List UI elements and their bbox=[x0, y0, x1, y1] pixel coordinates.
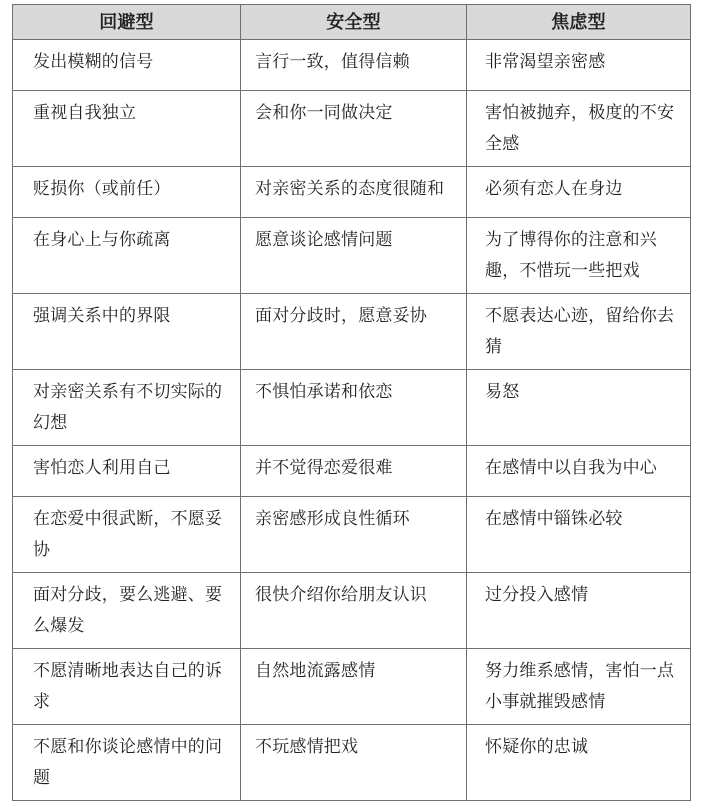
secure-cell: 会和你一同做决定 bbox=[241, 91, 467, 167]
anxious-cell: 不愿表达心迹，留给你去猜 bbox=[467, 294, 691, 370]
table-row bbox=[13, 370, 691, 446]
secure-cell: 并不觉得恋爱很难 bbox=[241, 446, 467, 497]
table-row bbox=[13, 649, 691, 725]
anxious-cell: 过分投入感情 bbox=[467, 573, 691, 649]
table-row bbox=[13, 40, 691, 91]
secure-cell: 自然地流露感情 bbox=[241, 649, 467, 725]
secure-cell: 很快介绍你给朋友认识 bbox=[241, 573, 467, 649]
secure-cell: 对亲密关系的态度很随和 bbox=[241, 167, 467, 218]
attachment-styles-table bbox=[12, 4, 691, 801]
table-row bbox=[13, 573, 691, 649]
secure-cell: 愿意谈论感情问题 bbox=[241, 218, 467, 294]
anxious-cell: 在感情中以自我为中心 bbox=[467, 446, 691, 497]
anxious-cell: 非常渴望亲密感 bbox=[467, 40, 691, 91]
avoidant-cell: 面对分歧，要么逃避、要么爆发 bbox=[13, 573, 241, 649]
anxious-cell: 害怕被抛弃，极度的不安全感 bbox=[467, 91, 691, 167]
secure-cell: 不玩感情把戏 bbox=[241, 725, 467, 801]
anxious-cell: 怀疑你的忠诚 bbox=[467, 725, 691, 801]
table-header-row bbox=[13, 5, 691, 40]
anxious-cell: 努力维系感情，害怕一点小事就摧毁感情 bbox=[467, 649, 691, 725]
avoidant-cell: 害怕恋人利用自己 bbox=[13, 446, 241, 497]
secure-cell: 不惧怕承诺和依恋 bbox=[241, 370, 467, 446]
header-secure: 安全型 bbox=[241, 5, 467, 40]
table-row bbox=[13, 294, 691, 370]
avoidant-cell: 不愿清晰地表达自己的诉求 bbox=[13, 649, 241, 725]
avoidant-cell: 强调关系中的界限 bbox=[13, 294, 241, 370]
anxious-cell: 为了博得你的注意和兴趣，不惜玩一些把戏 bbox=[467, 218, 691, 294]
header-anxious: 焦虑型 bbox=[467, 5, 691, 40]
secure-cell: 言行一致，值得信赖 bbox=[241, 40, 467, 91]
secure-cell: 面对分歧时，愿意妥协 bbox=[241, 294, 467, 370]
table-row bbox=[13, 167, 691, 218]
avoidant-cell: 对亲密关系有不切实际的幻想 bbox=[13, 370, 241, 446]
header-avoidant: 回避型 bbox=[13, 5, 241, 40]
avoidant-cell: 重视自我独立 bbox=[13, 91, 241, 167]
secure-cell: 亲密感形成良性循环 bbox=[241, 497, 467, 573]
table-row bbox=[13, 725, 691, 801]
table-row bbox=[13, 91, 691, 167]
avoidant-cell: 在恋爱中很武断，不愿妥协 bbox=[13, 497, 241, 573]
table-row bbox=[13, 218, 691, 294]
attachment-styles-table-container bbox=[12, 4, 690, 801]
avoidant-cell: 贬损你（或前任） bbox=[13, 167, 241, 218]
avoidant-cell: 不愿和你谈论感情中的问题 bbox=[13, 725, 241, 801]
avoidant-cell: 发出模糊的信号 bbox=[13, 40, 241, 91]
avoidant-cell: 在身心上与你疏离 bbox=[13, 218, 241, 294]
table-row bbox=[13, 497, 691, 573]
anxious-cell: 必须有恋人在身边 bbox=[467, 167, 691, 218]
anxious-cell: 在感情中锱铢必较 bbox=[467, 497, 691, 573]
table-row bbox=[13, 446, 691, 497]
anxious-cell: 易怒 bbox=[467, 370, 691, 446]
